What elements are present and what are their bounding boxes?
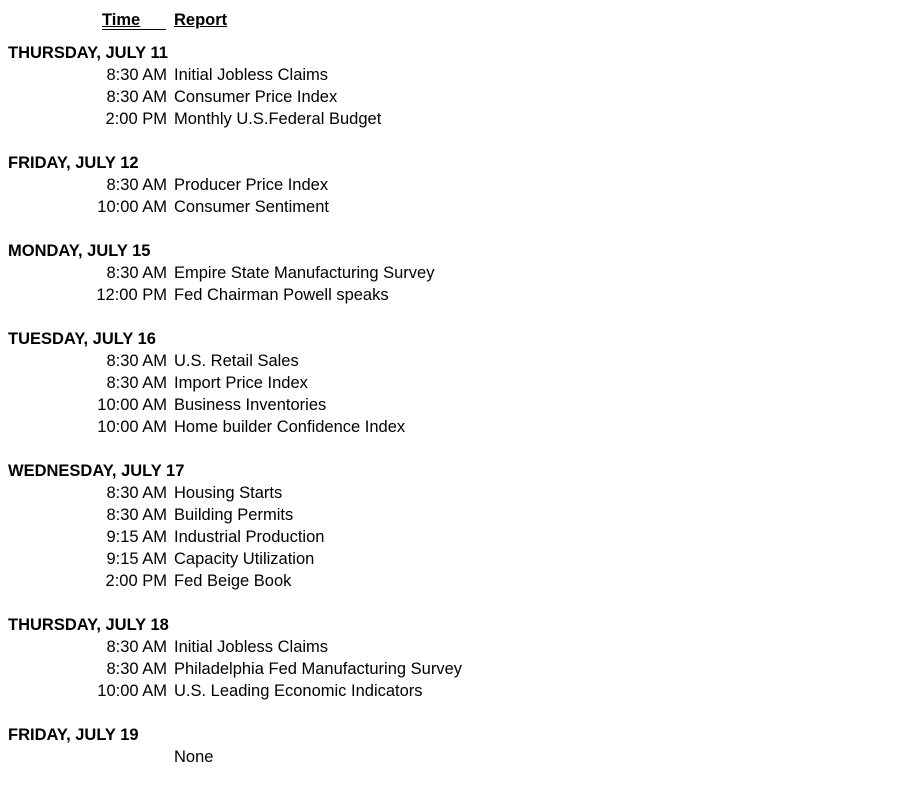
event-time: 9:15 AM bbox=[106, 550, 167, 568]
event-row bbox=[0, 350, 900, 372]
event-row bbox=[0, 372, 900, 394]
event-time: 8:30 AM bbox=[106, 352, 167, 370]
event-row bbox=[0, 284, 900, 306]
event-row bbox=[0, 262, 900, 284]
event-time: 8:30 AM bbox=[106, 66, 167, 84]
event-row bbox=[0, 548, 900, 570]
event-time: 8:30 AM bbox=[106, 264, 167, 282]
event-time: 10:00 AM bbox=[97, 396, 167, 414]
event-row bbox=[0, 570, 900, 592]
event-time: 8:30 AM bbox=[106, 374, 167, 392]
day-label: TUESDAY, JULY 16 bbox=[8, 330, 156, 348]
time-column-header: Time bbox=[102, 10, 166, 30]
day-label: FRIDAY, JULY 19 bbox=[8, 726, 139, 744]
event-report: Philadelphia Fed Manufacturing Survey bbox=[174, 660, 463, 678]
day-group bbox=[0, 42, 900, 130]
event-row bbox=[0, 394, 900, 416]
event-report: U.S. Leading Economic Indicators bbox=[174, 682, 423, 700]
event-report: Capacity Utilization bbox=[174, 550, 315, 568]
event-row bbox=[0, 86, 900, 108]
report-column-header: Report bbox=[174, 11, 228, 29]
event-report: Business Inventories bbox=[174, 396, 327, 414]
event-time: 8:30 AM bbox=[106, 638, 167, 656]
event-report: U.S. Retail Sales bbox=[174, 352, 299, 370]
event-row bbox=[0, 526, 900, 548]
event-report: Fed Beige Book bbox=[174, 572, 292, 590]
event-report: Initial Jobless Claims bbox=[174, 638, 329, 656]
event-report: Empire State Manufacturing Survey bbox=[174, 264, 435, 282]
column-header-row bbox=[0, 10, 600, 32]
event-report: Import Price Index bbox=[174, 374, 308, 392]
event-time: 8:30 AM bbox=[106, 176, 167, 194]
day-group bbox=[0, 240, 900, 306]
event-row bbox=[0, 196, 900, 218]
event-row bbox=[0, 658, 900, 680]
event-time: 10:00 AM bbox=[97, 682, 167, 700]
event-row bbox=[0, 636, 900, 658]
event-time: 8:30 AM bbox=[106, 660, 167, 678]
event-report: Monthly U.S.Federal Budget bbox=[174, 110, 382, 128]
day-group bbox=[0, 460, 900, 592]
event-report: Initial Jobless Claims bbox=[174, 66, 329, 84]
event-report: Producer Price Index bbox=[174, 176, 329, 194]
event-row bbox=[0, 482, 900, 504]
day-label: THURSDAY, JULY 11 bbox=[8, 44, 168, 62]
day-label: THURSDAY, JULY 18 bbox=[8, 616, 169, 634]
event-row bbox=[0, 108, 900, 130]
day-list bbox=[0, 42, 900, 790]
event-row bbox=[0, 746, 900, 768]
event-row bbox=[0, 504, 900, 526]
event-report: Building Permits bbox=[174, 506, 294, 524]
event-time: 2:00 PM bbox=[105, 110, 167, 128]
event-report: Consumer Sentiment bbox=[174, 198, 329, 216]
event-row bbox=[0, 64, 900, 86]
day-group bbox=[0, 152, 900, 218]
event-report: Industrial Production bbox=[174, 528, 325, 546]
event-report: Fed Chairman Powell speaks bbox=[174, 286, 389, 304]
day-label: WEDNESDAY, JULY 17 bbox=[8, 462, 185, 480]
event-report: Home builder Confidence Index bbox=[174, 418, 406, 436]
event-time: 10:00 AM bbox=[97, 198, 167, 216]
day-label: MONDAY, JULY 15 bbox=[8, 242, 151, 260]
event-time: 8:30 AM bbox=[106, 484, 167, 502]
event-time: 2:00 PM bbox=[105, 572, 167, 590]
event-time: 8:30 AM bbox=[106, 506, 167, 524]
event-time: 10:00 AM bbox=[97, 418, 167, 436]
day-group bbox=[0, 614, 900, 702]
event-report: None bbox=[174, 748, 214, 766]
event-report: Consumer Price Index bbox=[174, 88, 338, 106]
day-group bbox=[0, 328, 900, 438]
event-time: 9:15 AM bbox=[106, 528, 167, 546]
event-report: Housing Starts bbox=[174, 484, 283, 502]
event-row bbox=[0, 174, 900, 196]
event-row bbox=[0, 416, 900, 438]
day-group bbox=[0, 724, 900, 768]
event-time: 8:30 AM bbox=[106, 88, 167, 106]
event-row bbox=[0, 680, 900, 702]
day-label: FRIDAY, JULY 12 bbox=[8, 154, 139, 172]
event-time: 12:00 PM bbox=[96, 286, 167, 304]
